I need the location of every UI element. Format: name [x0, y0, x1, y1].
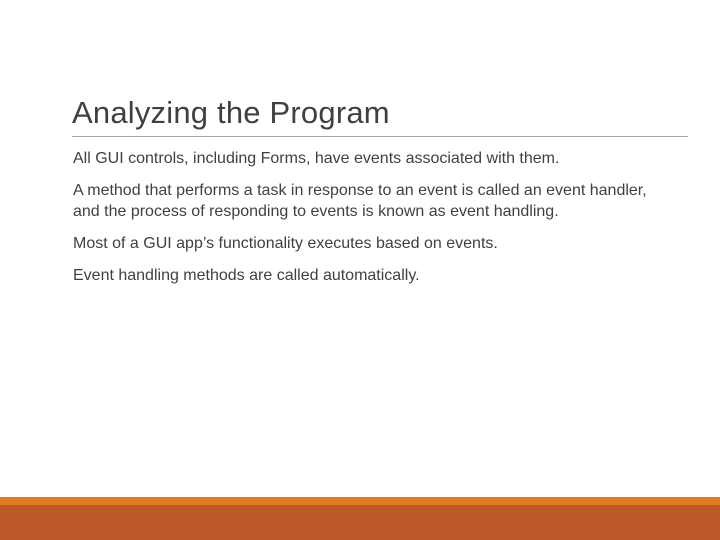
body-paragraph-3: Most of a GUI app’s functionality executes based on events. — [73, 235, 498, 252]
body-paragraph-4: Event handling methods are called automatically. — [73, 267, 420, 284]
slide-title: Analyzing the Program — [72, 95, 390, 130]
body-paragraph-1: All GUI controls, including Forms, have events associated with them. — [73, 150, 560, 167]
body-paragraph-2: A method that performs a task in response to an event is called an event handler, and the process of responding to events is known as event handling. — [73, 182, 647, 220]
footer-accent-bar — [0, 497, 720, 505]
title-divider — [72, 136, 688, 137]
slide-body — [73, 148, 653, 297]
footer-band — [0, 505, 720, 540]
